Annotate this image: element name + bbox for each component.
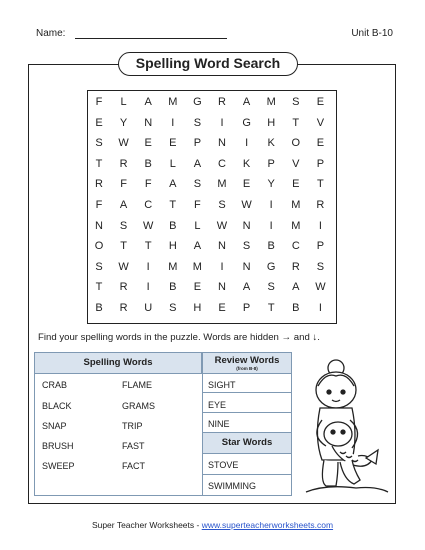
grid-letter[interactable]: S xyxy=(95,260,103,273)
grid-letter[interactable]: A xyxy=(119,199,128,211)
grid-letter[interactable]: F xyxy=(194,199,201,211)
grid-letter[interactable]: S xyxy=(316,260,325,273)
grid-letter[interactable]: M xyxy=(291,219,301,232)
grid-letter[interactable]: W xyxy=(142,219,154,232)
grid-letter[interactable]: W xyxy=(118,137,129,150)
grid-letter[interactable]: P xyxy=(267,157,275,170)
grid-letter[interactable]: W xyxy=(241,199,252,211)
grid-letter[interactable]: I xyxy=(146,260,150,273)
grid-letter[interactable]: M xyxy=(168,260,178,273)
grid-letter[interactable]: C xyxy=(218,157,226,170)
grid-row xyxy=(88,278,338,296)
spelling-word: BLACK xyxy=(42,401,72,411)
spelling-word: CRAB xyxy=(42,380,68,390)
grid-letter[interactable]: R xyxy=(291,260,300,273)
spelling-word: SWEEP xyxy=(42,461,75,471)
grid-letter[interactable]: S xyxy=(193,116,202,129)
grid-letter[interactable]: A xyxy=(242,281,251,294)
grid-letter[interactable]: R xyxy=(119,281,128,294)
grid-letter[interactable]: S xyxy=(292,96,300,108)
grid-letter[interactable]: T xyxy=(120,240,127,253)
grid-letter[interactable]: C xyxy=(291,240,300,253)
spelling-word: TRIP xyxy=(122,421,143,431)
grid-letter[interactable]: G xyxy=(266,260,276,273)
grid-letter[interactable]: M xyxy=(192,260,202,273)
grid-letter[interactable]: I xyxy=(318,219,322,232)
grid-letter[interactable]: E xyxy=(316,137,325,150)
grid-letter[interactable]: E xyxy=(144,137,152,150)
grid-letter[interactable]: R xyxy=(119,157,128,170)
review-word: SIGHT xyxy=(208,380,236,390)
grid-letter[interactable]: B xyxy=(95,302,103,314)
instructions-text: Find your spelling words in the puzzle. Words are hidden → and ↓. xyxy=(38,332,320,343)
grid-letter[interactable]: E xyxy=(292,178,300,191)
grid-letter[interactable]: N xyxy=(218,281,226,294)
grid-letter[interactable]: K xyxy=(267,137,275,150)
review-words-subheading: (from B-8) xyxy=(236,366,258,371)
spelling-word: FAST xyxy=(122,441,145,451)
grid-letter[interactable]: F xyxy=(95,96,103,108)
grid-letter[interactable]: T xyxy=(292,116,300,129)
grid-letter[interactable]: N xyxy=(242,219,251,232)
grid-letter[interactable]: O xyxy=(94,240,104,253)
grid-letter[interactable]: S xyxy=(267,281,275,294)
grid-letter[interactable]: R xyxy=(218,96,226,108)
grid-letter[interactable]: B xyxy=(267,240,275,253)
grid-letter[interactable]: H xyxy=(267,116,276,129)
grid-letter[interactable]: S xyxy=(242,240,251,253)
grid-letter[interactable]: L xyxy=(120,96,127,108)
grid-letter[interactable]: F xyxy=(144,178,152,191)
grid-letter[interactable]: A xyxy=(144,96,152,108)
grid-letter[interactable]: S xyxy=(119,219,128,232)
footer-prefix: Super Teacher Worksheets - xyxy=(91,520,202,530)
grid-letter[interactable]: P xyxy=(316,157,325,170)
spelling-word: FACT xyxy=(122,461,146,471)
grid-letter[interactable]: I xyxy=(171,116,175,129)
spelling-word: FLAME xyxy=(122,380,153,390)
grid-letter[interactable]: R xyxy=(316,199,325,211)
grid-letter[interactable]: W xyxy=(315,281,326,294)
page-title: Spelling Word Search xyxy=(118,52,298,76)
grid-letter[interactable]: F xyxy=(120,178,127,191)
grid-letter[interactable]: P xyxy=(193,137,202,150)
grid-letter[interactable]: G xyxy=(242,116,251,129)
review-row-divider xyxy=(203,392,292,393)
grid-letter[interactable]: H xyxy=(193,302,202,314)
grid-letter[interactable]: T xyxy=(169,199,177,211)
grid-letter[interactable]: C xyxy=(144,199,153,211)
grid-letter[interactable]: A xyxy=(193,157,202,170)
grid-letter[interactable]: E xyxy=(316,96,325,108)
name-label: Name: xyxy=(36,28,66,39)
star-word: STOVE xyxy=(208,460,239,470)
grid-letter[interactable]: T xyxy=(267,302,275,314)
grid-letter[interactable]: T xyxy=(144,240,152,253)
grid-letter[interactable]: G xyxy=(193,96,202,108)
grid-row xyxy=(88,155,338,173)
spelling-word: GRAMS xyxy=(122,401,156,411)
grid-letter[interactable]: E xyxy=(169,137,177,150)
review-words-heading: Review Words xyxy=(214,355,280,366)
grid-letter[interactable]: N xyxy=(242,260,251,273)
grid-letter[interactable]: B xyxy=(144,157,152,170)
grid-letter[interactable]: B xyxy=(292,302,300,314)
grid-letter[interactable]: V xyxy=(292,157,300,170)
grid-letter[interactable]: E xyxy=(218,302,226,314)
grid-letter[interactable]: L xyxy=(169,157,176,170)
spelling-words-heading: Spelling Words xyxy=(34,352,202,374)
grid-letter[interactable]: O xyxy=(291,137,301,150)
grid-letter[interactable]: A xyxy=(169,178,177,191)
grid-letter[interactable]: K xyxy=(242,157,251,170)
grid-row xyxy=(88,134,338,152)
grid-letter[interactable]: R xyxy=(95,178,103,191)
grid-letter[interactable]: I xyxy=(318,302,322,314)
grid-row xyxy=(88,114,338,132)
grid-letter[interactable]: B xyxy=(169,281,177,294)
grid-letter[interactable]: I xyxy=(220,260,224,273)
grid-letter[interactable]: W xyxy=(118,260,129,273)
footer xyxy=(0,520,425,530)
grid-letter[interactable]: P xyxy=(242,302,251,314)
grid-letter[interactable]: S xyxy=(95,137,103,150)
grid-letter[interactable]: S xyxy=(218,199,226,211)
grid-row xyxy=(88,237,338,255)
grid-row xyxy=(88,93,338,111)
grid-row xyxy=(88,258,338,276)
grid-letter[interactable]: I xyxy=(220,116,224,129)
grid-letter[interactable]: V xyxy=(316,116,325,129)
grid-letter[interactable]: R xyxy=(119,302,128,314)
grid-letter[interactable]: I xyxy=(245,137,249,150)
grid-letter[interactable]: A xyxy=(292,281,300,294)
word-search-grid xyxy=(87,90,337,324)
grid-letter[interactable]: T xyxy=(317,178,324,191)
grid-letter[interactable]: M xyxy=(266,96,276,108)
grid-letter[interactable]: Y xyxy=(267,178,275,191)
grid-letter[interactable]: T xyxy=(95,281,103,294)
footer-link[interactable]: www.superteacherworksheets.com xyxy=(201,520,334,530)
grid-letter[interactable]: W xyxy=(216,219,228,232)
grid-letter[interactable]: N xyxy=(95,219,103,232)
grid-letter[interactable]: I xyxy=(269,199,273,211)
grid-letter[interactable]: N xyxy=(218,137,226,150)
grid-row xyxy=(88,299,338,317)
grid-letter[interactable]: N xyxy=(218,240,226,253)
grid-letter[interactable]: E xyxy=(95,116,103,129)
name-blank-line[interactable] xyxy=(75,38,227,39)
review-word: NINE xyxy=(208,419,230,429)
grid-letter[interactable]: S xyxy=(193,178,202,191)
spelling-word: SNAP xyxy=(42,421,67,431)
star-word: SWIMMING xyxy=(208,481,256,491)
spelling-word: BRUSH xyxy=(42,441,74,451)
grid-letter[interactable]: M xyxy=(291,199,301,211)
grid-letter[interactable]: I xyxy=(146,281,150,294)
grid-letter[interactable]: B xyxy=(169,219,177,232)
grid-letter[interactable]: M xyxy=(217,178,227,191)
star-words-heading: Star Words xyxy=(202,432,292,454)
grid-letter[interactable]: F xyxy=(95,199,103,211)
girl-hugging-mermaid-illustration xyxy=(296,358,396,498)
grid-row xyxy=(88,217,338,235)
review-row-divider xyxy=(203,412,292,413)
grid-row xyxy=(88,175,338,193)
review-words-heading-cell xyxy=(202,352,292,374)
grid-letter[interactable]: I xyxy=(269,219,273,232)
grid-row xyxy=(88,196,338,214)
grid-letter[interactable]: U xyxy=(144,302,153,314)
grid-letter[interactable]: Y xyxy=(119,116,128,129)
grid-letter[interactable]: H xyxy=(168,240,177,253)
grid-letter[interactable]: P xyxy=(316,240,325,253)
review-word: EYE xyxy=(208,400,227,410)
unit-label: Unit B-10 xyxy=(351,28,393,39)
grid-letter[interactable]: A xyxy=(193,240,202,253)
star-row-divider xyxy=(203,474,292,475)
grid-letter[interactable]: N xyxy=(144,116,153,129)
grid-letter[interactable]: A xyxy=(242,96,251,108)
grid-letter[interactable]: E xyxy=(193,281,202,294)
grid-letter[interactable]: L xyxy=(194,219,201,232)
grid-letter[interactable]: E xyxy=(242,178,251,191)
grid-letter[interactable]: T xyxy=(95,157,103,170)
grid-letter[interactable]: S xyxy=(169,302,177,314)
grid-letter[interactable]: M xyxy=(168,96,178,108)
